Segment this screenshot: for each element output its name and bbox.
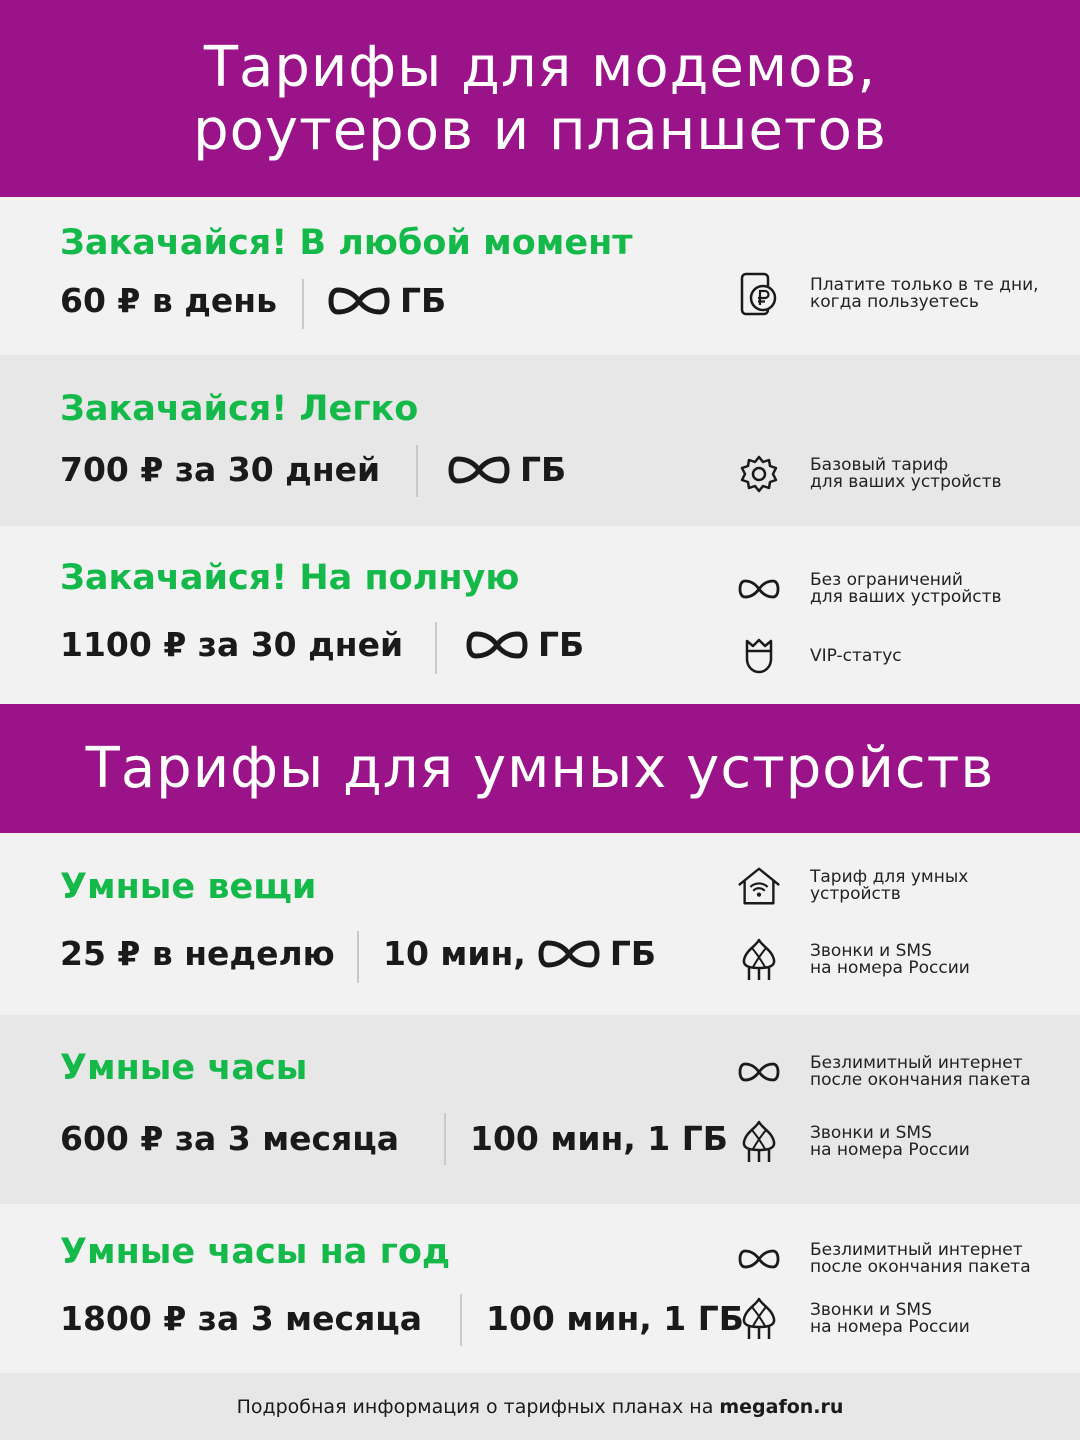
feature-line-2: на номера России <box>810 1140 970 1160</box>
feature-line-1: Платите только в те дни, <box>810 275 1039 295</box>
gear-icon <box>736 451 782 497</box>
tariff-row-smart-watch[interactable] <box>0 1015 1080 1204</box>
feature-line-2: на номера России <box>810 958 970 978</box>
feature-item <box>736 1119 970 1165</box>
feature-item <box>736 1049 1031 1095</box>
tariff-price: 25 ₽ в неделю <box>60 934 335 973</box>
tariff-name: Закачайся! В любой момент <box>60 223 633 263</box>
feature-line-1: Звонки и SMS <box>810 1123 932 1143</box>
tariff-name: Умные часы <box>60 1048 308 1088</box>
feature-line-2: после окончания пакета <box>810 1070 1031 1090</box>
kremlin-dome-icon <box>736 1119 782 1165</box>
feature-line-1: Без ограничений <box>810 570 963 590</box>
tariff-name: Закачайся! На полную <box>60 558 520 598</box>
feature-line-2: на номера России <box>810 1317 970 1337</box>
feature-item <box>736 451 1002 497</box>
tariff-name: Закачайся! Легко <box>60 389 419 429</box>
feature-line-1: Базовый тариф <box>810 455 949 475</box>
section-title-line-1: Тарифы для модемов, <box>203 34 877 100</box>
feature-line-1: Безлимитный интернет <box>810 1053 1023 1073</box>
feature-line-1: Тариф для умных <box>810 867 969 887</box>
footer <box>0 1373 1080 1440</box>
infinity-icon <box>328 286 390 316</box>
feature-item <box>736 271 1039 317</box>
package-prefix: 10 мин, <box>383 934 526 973</box>
infinity-icon <box>736 1236 782 1282</box>
tariff-name: Умные вещи <box>60 867 317 907</box>
infinity-icon <box>736 566 782 612</box>
feature-line-2: когда пользуетесь <box>810 292 979 312</box>
tariff-price: 1100 ₽ за 30 дней <box>60 625 404 664</box>
section-title-line-2: роутеров и планшетов <box>193 97 887 163</box>
tariff-package <box>466 625 584 664</box>
separator <box>444 1113 446 1165</box>
feature-line-2: после окончания пакета <box>810 1257 1031 1277</box>
tariff-row-easy[interactable] <box>0 355 1080 526</box>
infinity-icon <box>466 630 528 660</box>
footer-link[interactable]: megafon.ru <box>719 1395 844 1418</box>
feature-item <box>736 1236 1031 1282</box>
feature-item <box>736 566 1002 612</box>
tariff-row-smart-things[interactable] <box>0 833 1080 1015</box>
feature-line-2: устройств <box>810 884 901 904</box>
tariff-price: 1800 ₽ за 3 месяца <box>60 1299 423 1338</box>
smart-home-icon <box>736 863 782 909</box>
footer-text: Подробная информация о тарифных планах на <box>236 1395 714 1418</box>
tariff-price: 700 ₽ за 30 дней <box>60 450 381 489</box>
separator <box>302 279 304 329</box>
feature-line-1: Звонки и SMS <box>810 941 932 961</box>
phone-ruble-icon <box>736 271 782 317</box>
tariff-price: 60 ₽ в день <box>60 281 277 320</box>
feature-item <box>736 1296 970 1342</box>
feature-item <box>736 863 968 909</box>
tariff-row-smart-watch-year[interactable] <box>0 1204 1080 1373</box>
feature-line-2: для ваших устройств <box>810 587 1002 607</box>
feature-line-1: VIP-статус <box>810 645 902 666</box>
separator <box>435 622 437 674</box>
package-text: ГБ <box>400 281 447 320</box>
feature-line-2: для ваших устройств <box>810 472 1002 492</box>
kremlin-dome-icon <box>736 937 782 983</box>
package-text: ГБ <box>538 625 585 664</box>
package-text: ГБ <box>609 934 657 973</box>
tariff-row-full[interactable] <box>0 526 1080 704</box>
section-header-smart-devices <box>0 704 1080 833</box>
tariff-name: Умные часы на год <box>60 1232 451 1272</box>
separator <box>357 931 359 983</box>
feature-item <box>736 633 902 679</box>
separator <box>460 1294 462 1346</box>
tariff-package <box>328 281 446 320</box>
feature-line-1: Безлимитный интернет <box>810 1240 1023 1260</box>
infinity-icon <box>538 939 600 969</box>
tariff-package <box>448 450 566 489</box>
separator <box>416 445 418 497</box>
tariff-package <box>486 1299 744 1338</box>
package-text: 100 мин, 1 ГБ <box>470 1119 728 1158</box>
infinity-icon <box>736 1049 782 1095</box>
tariff-row-any-moment[interactable] <box>0 197 1080 355</box>
section-title: Тарифы для умных устройств <box>85 736 995 801</box>
kremlin-dome-icon <box>736 1296 782 1342</box>
package-text: ГБ <box>520 450 567 489</box>
tariff-package <box>470 1119 728 1158</box>
package-text: 100 мин, 1 ГБ <box>486 1299 744 1338</box>
feature-item <box>736 937 970 983</box>
feature-line-1: Звонки и SMS <box>810 1300 932 1320</box>
section-header-modems <box>0 0 1080 197</box>
tariff-price: 600 ₽ за 3 месяца <box>60 1119 400 1158</box>
tariff-package <box>383 934 656 973</box>
crown-icon <box>736 633 782 679</box>
infinity-icon <box>448 455 510 485</box>
